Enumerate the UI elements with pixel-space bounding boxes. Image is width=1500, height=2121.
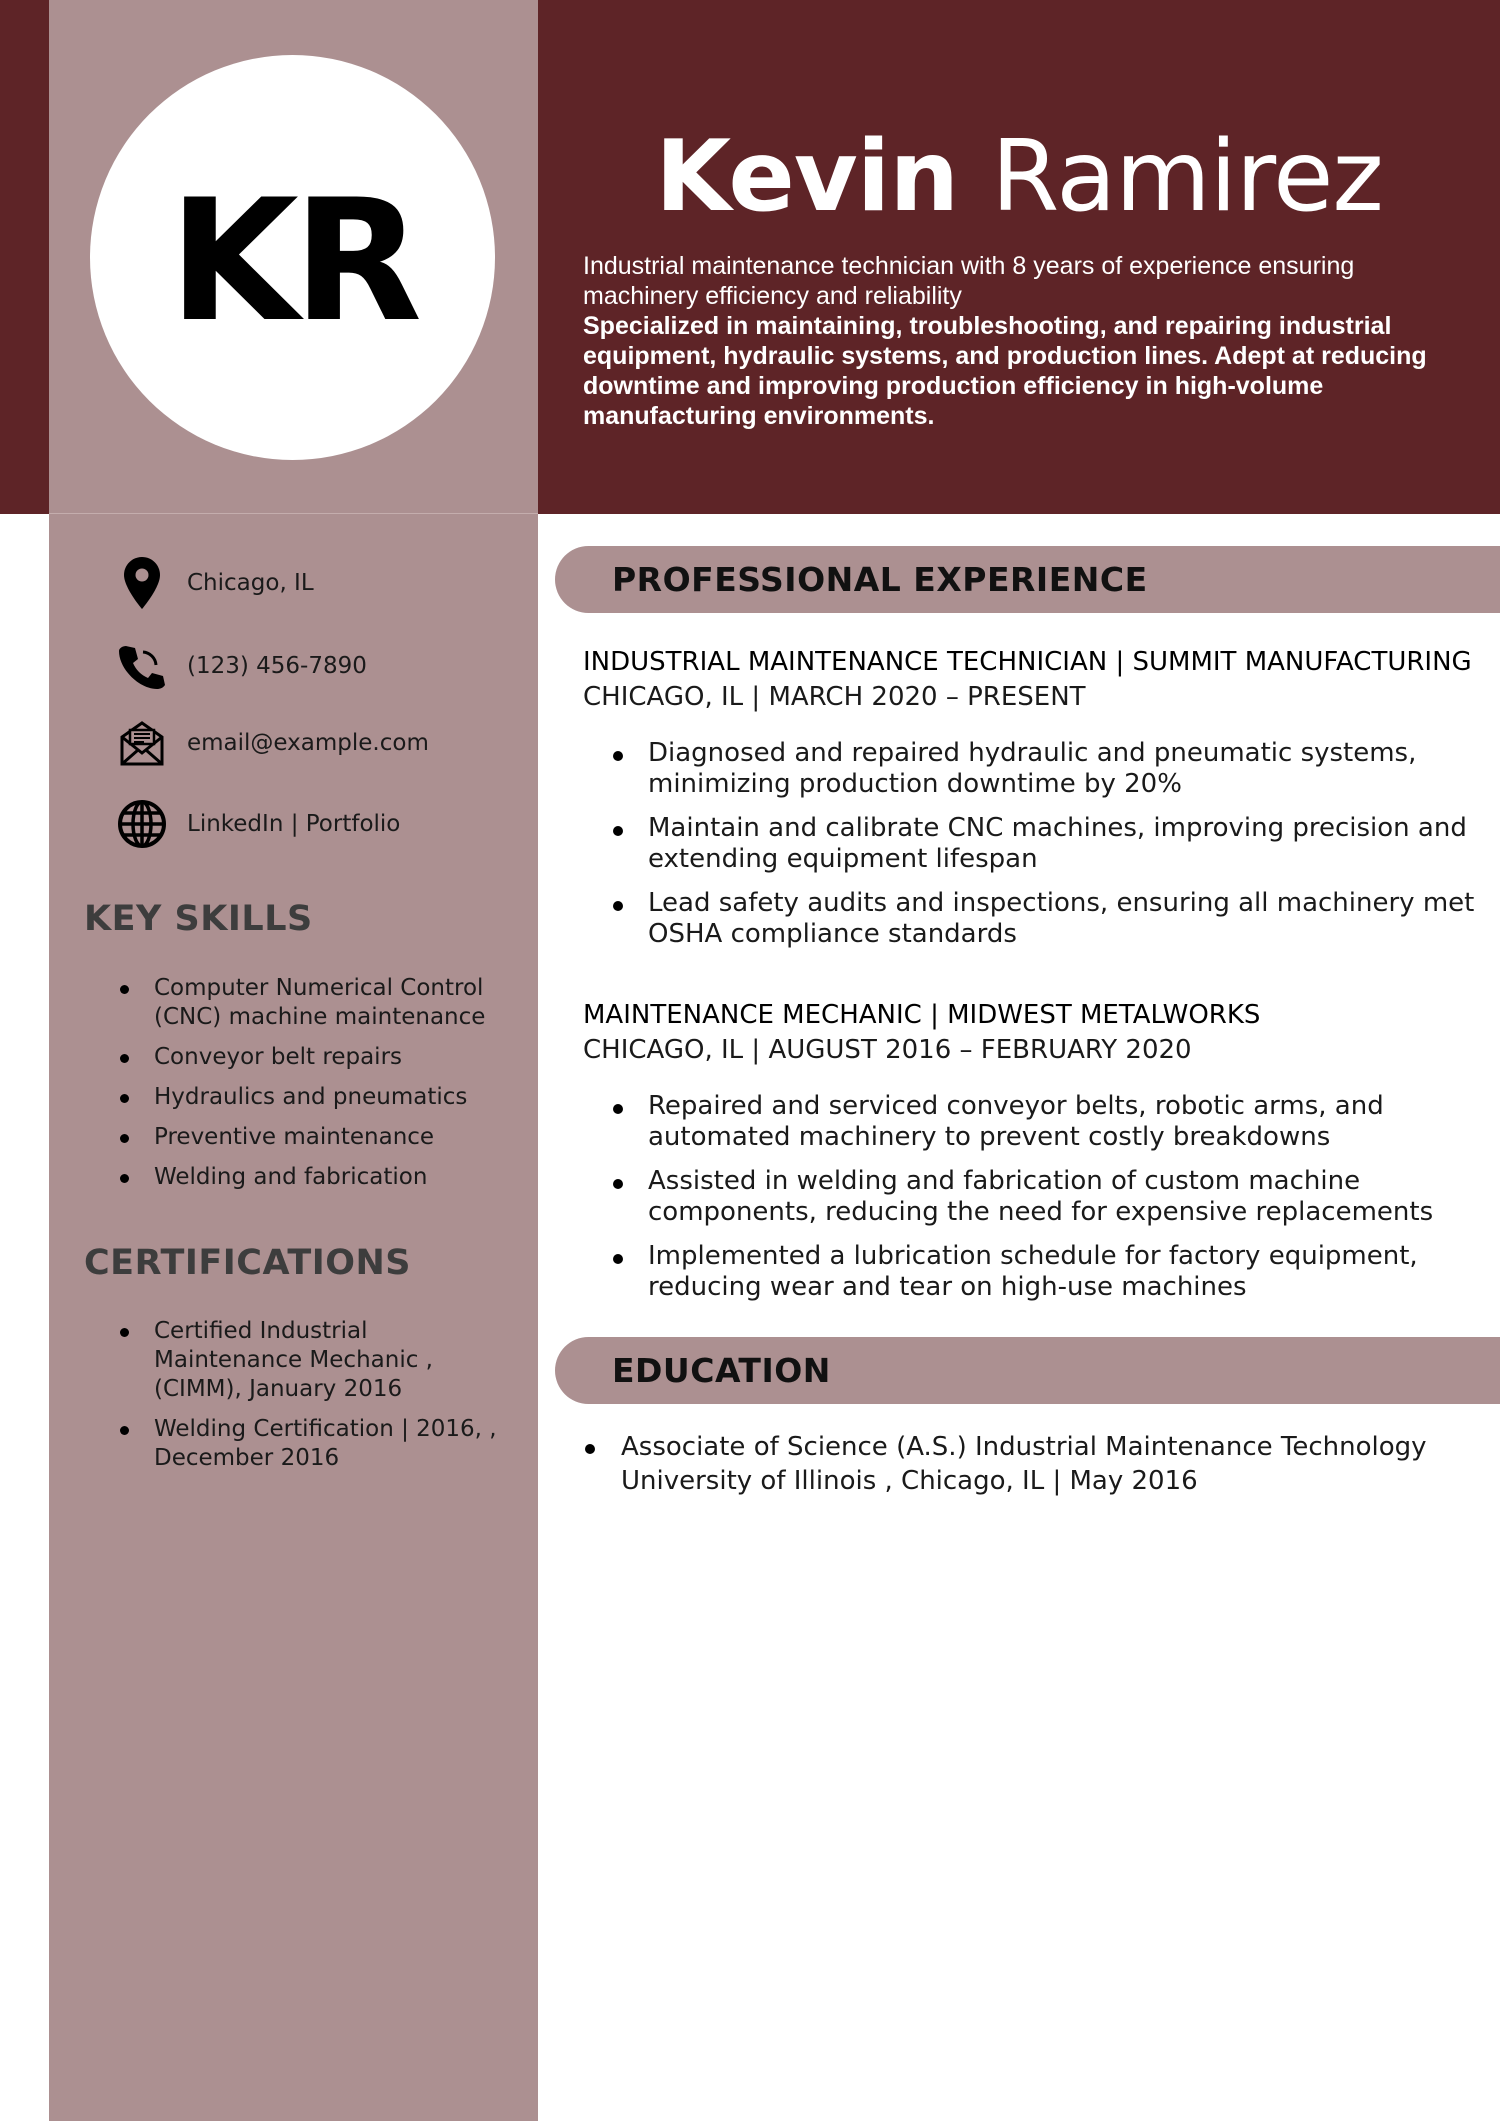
job-bullet: Repaired and serviced conveyor belts, robotic arms, and automated machinery to prevent costly breakdowns [612,1091,1492,1153]
contact-location [112,553,532,613]
certifications-list [118,1317,518,1484]
job-title: INDUSTRIAL MAINTENANCE TECHNICIAN | SUMMIT MANUFACTURING [583,647,1472,677]
monogram-initials: KR [168,162,417,359]
first-name: Kevin [655,120,959,234]
certifications-heading: CERTIFICATIONS [84,1243,412,1283]
map-pin-icon [112,553,172,613]
sidebar-divider [49,513,538,514]
job-bullet: Lead safety audits and inspections, ensuring all machinery met OSHA compliance standards [612,888,1492,950]
location-text: Chicago, IL [187,570,314,596]
key-skills-list [118,974,518,1203]
skill-item: Welding and fabrication [118,1163,518,1192]
contact-phone [112,636,532,696]
experience-heading: PROFESSIONAL EXPERIENCE [612,560,1148,599]
education-item [583,1430,1483,1498]
certification-item: Certified Industrial Maintenance Mechanic , (CIMM), January 2016 [118,1317,518,1404]
key-skills-heading: KEY SKILLS [84,899,313,939]
monogram-circle [90,55,495,460]
globe-icon [112,794,172,854]
job-title: MAINTENANCE MECHANIC | MIDWEST METALWORKS [583,1000,1261,1030]
phone-text: (123) 456-7890 [187,653,367,679]
job-bullet: Implemented a lubrication schedule for factory equipment, reducing wear and tear on high-use machines [612,1241,1492,1303]
job-location-dates: CHICAGO, IL | MARCH 2020 – PRESENT [583,682,1086,712]
contact-email [112,713,532,773]
job-bullets [612,738,1492,963]
links-text: LinkedIn | Portfolio [187,811,401,837]
email-text: email@example.com [187,730,429,756]
skill-item: Hydraulics and pneumatics [118,1083,518,1112]
experience-section-bar [555,546,1500,613]
school-text: University of Illinois , Chicago, IL | May 2016 [621,1466,1198,1496]
job-bullet: Assisted in welding and fabrication of custom machine components, reducing the need for expensive replacements [612,1166,1492,1228]
education-section-bar [555,1337,1500,1404]
profile-summary [583,251,1473,431]
contact-links [112,794,532,854]
skill-item: Computer Numerical Control (CNC) machine maintenance [118,974,518,1032]
summary-highlight: Specialized in maintaining, troubleshooting, and repairing industrial equipment, hydraulic systems, and production lines. Adept at reducing downtime and improving production efficiency in high-volume manufacturing environments. [583,312,1427,430]
job-bullet: Diagnosed and repaired hydraulic and pneumatic systems, minimizing production downtime by 20% [612,738,1492,800]
job-location-dates: CHICAGO, IL | AUGUST 2016 – FEBRUARY 2020 [583,1035,1192,1065]
education-heading: EDUCATION [612,1351,831,1390]
job-bullet: Maintain and calibrate CNC machines, improving precision and extending equipment lifespan [612,813,1492,875]
envelope-icon [112,713,172,773]
skill-item: Conveyor belt repairs [118,1043,518,1072]
education-list [583,1430,1483,1498]
summary-line: Industrial maintenance technician with 8 years of experience ensuring machinery efficiency and reliability [583,252,1355,310]
last-name: Ramirez [991,120,1383,234]
certification-item: Welding Certification | 2016, , December 2016 [118,1415,518,1473]
job-bullets [612,1091,1492,1316]
degree-text: Associate of Science (A.S.) Industrial Maintenance Technology [621,1432,1427,1462]
candidate-name [538,122,1500,232]
skill-item: Preventive maintenance [118,1123,518,1152]
phone-icon [112,636,172,696]
